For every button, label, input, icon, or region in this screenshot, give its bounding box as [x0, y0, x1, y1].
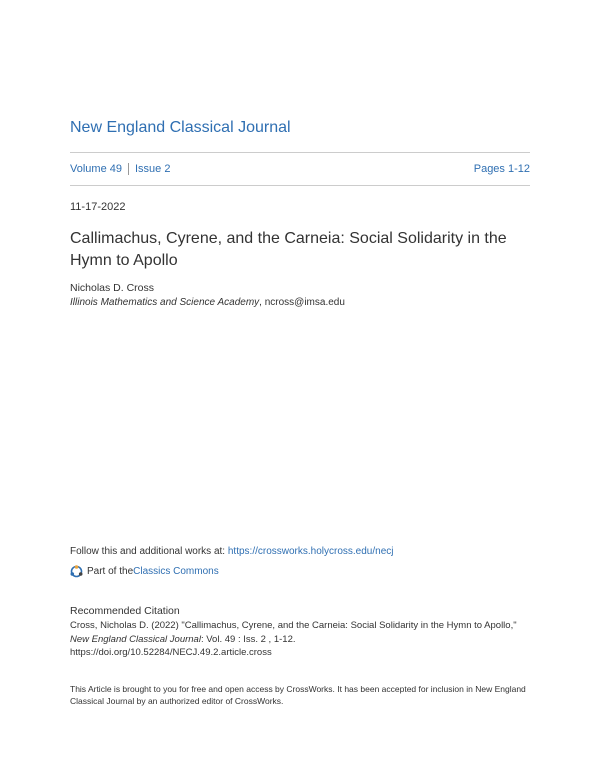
volume-link[interactable]: Volume 49 [70, 163, 122, 175]
citation-volume: : Vol. 49 : Iss. 2 , 1-12. [200, 633, 296, 645]
part-of-line [70, 565, 219, 578]
citation-line-2 [70, 633, 540, 647]
issue-link[interactable]: Issue 2 [134, 163, 171, 175]
access-statement: This Article is brought to you for free and open access by CrossWorks. It has been accepted for inclusion in New England Classical Journal by an authorized editor of CrossWorks. [70, 684, 526, 706]
network-icon [70, 565, 83, 578]
pages-range: Pages 1-12 [473, 163, 530, 175]
institution-name: Illinois Mathematics and Science Academy [70, 297, 260, 308]
issue-separator [128, 163, 129, 175]
classics-commons-link[interactable]: Classics Commons [133, 566, 219, 577]
author-name: Nicholas D. Cross [70, 282, 155, 294]
author-affiliation [70, 297, 345, 308]
top-divider [70, 152, 530, 153]
follow-text: Follow this and additional works at: [70, 546, 228, 557]
issue-bar [70, 163, 530, 175]
follow-line [70, 546, 393, 557]
article-title: Callimachus, Cyrene, and the Carneia: Social Solidarity in the Hymn to Apollo [70, 230, 507, 269]
citation-doi[interactable]: https://doi.org/10.52284/NECJ.49.2.article.cross [70, 647, 272, 658]
collection-url-link[interactable]: https://crossworks.holycross.edu/necj [227, 546, 394, 557]
recommended-citation-heading: Recommended Citation [70, 605, 180, 617]
author-email[interactable]: , ncross@imsa.edu [259, 297, 345, 308]
bottom-divider [70, 185, 530, 186]
part-of-prefix: Part of the [87, 566, 134, 577]
citation-journal: New England Classical Journal [70, 633, 201, 645]
journal-title[interactable]: New England Classical Journal [70, 119, 291, 136]
citation-body [70, 619, 540, 660]
citation-line-1: Cross, Nicholas D. (2022) "Callimachus, Cyrene, and the Carneia: Social Solidarity in the Hymn to Apollo," [70, 620, 517, 631]
publication-date: 11-17-2022 [70, 201, 126, 213]
